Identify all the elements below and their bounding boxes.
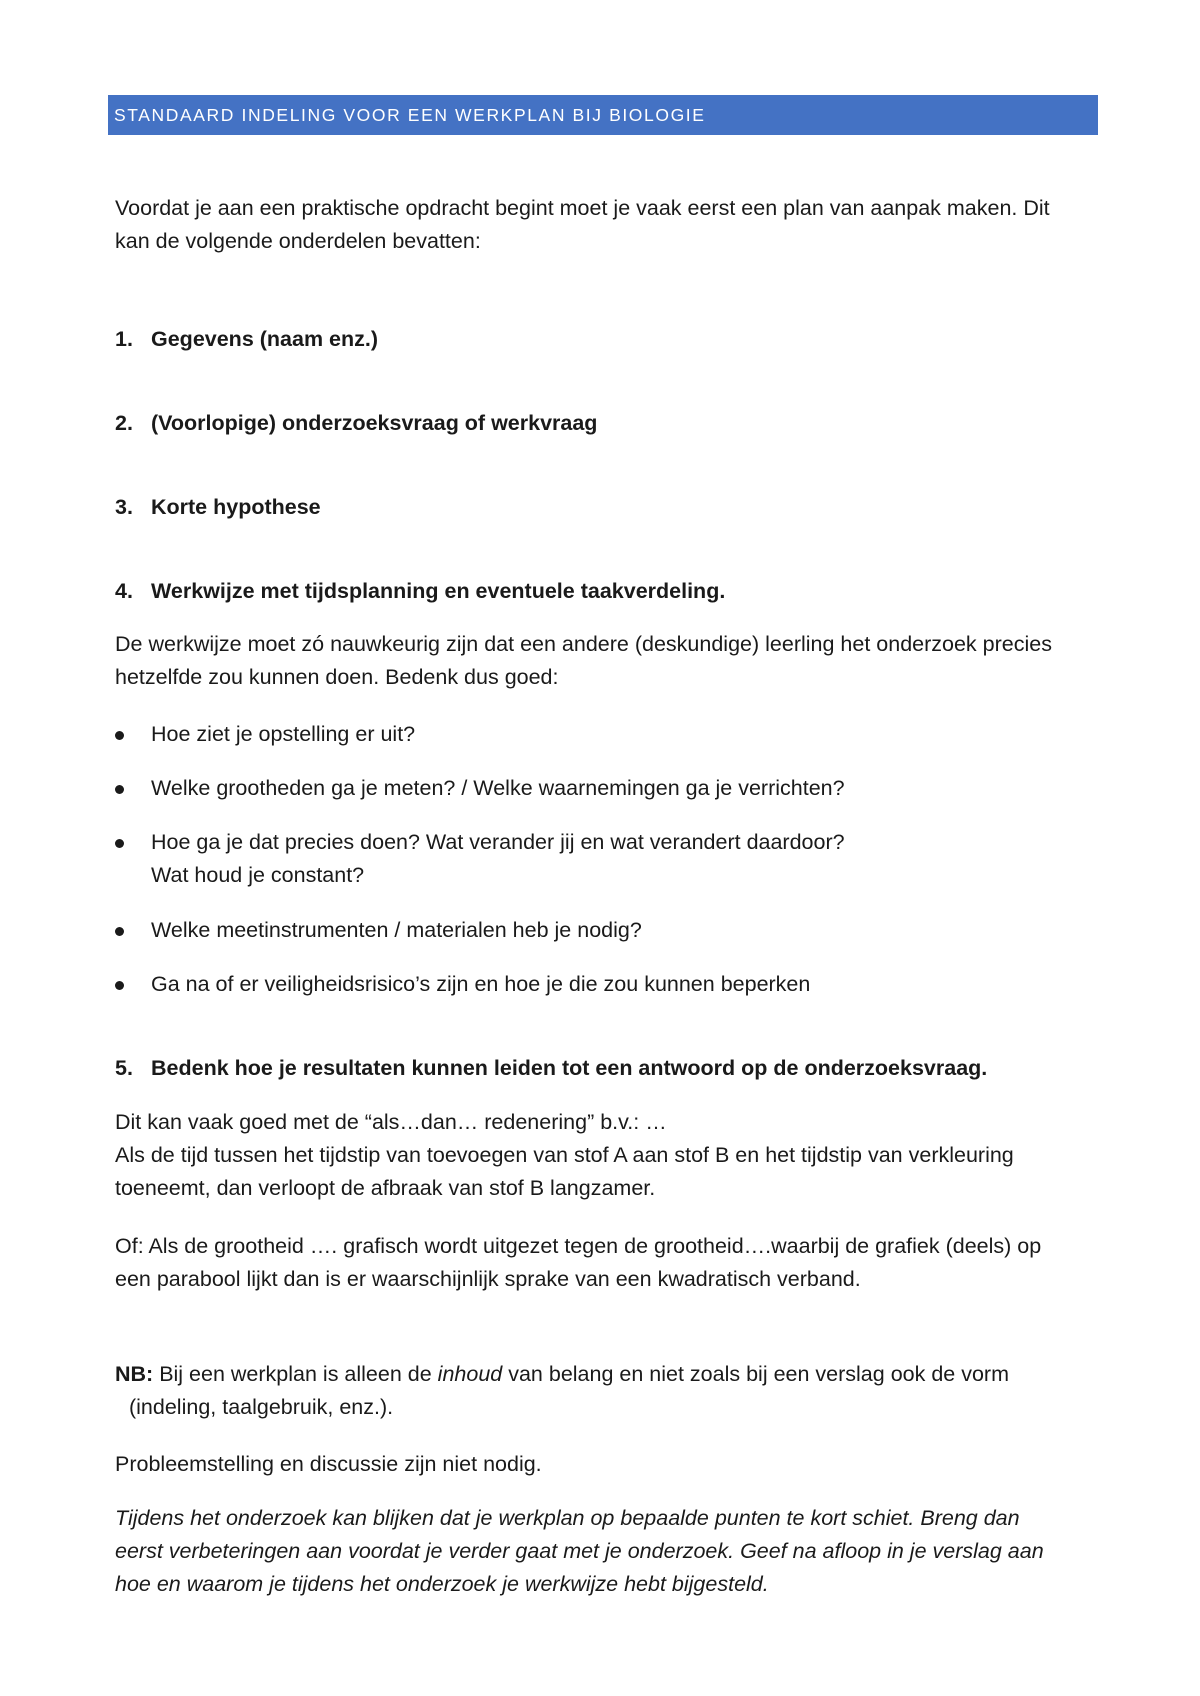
- section-number: 4.: [115, 579, 133, 603]
- closing-line-2: eerst verbeteringen aan voordat je verder gaat met je onderzoek. Geef na afloop in je verslag aan: [115, 1539, 1044, 1563]
- nb-label: NB:: [115, 1362, 154, 1386]
- section-heading-3: [115, 492, 1105, 522]
- section-title: Korte hypothese: [151, 495, 321, 519]
- note-paragraph: [115, 1448, 1095, 1481]
- section-title: (Voorlopige) onderzoeksvraag of werkvraag: [151, 411, 598, 435]
- alternative-line-1: Of: Als de grootheid …. grafisch wordt uitgezet tegen de grootheid….waarbij de grafiek (deels) op: [115, 1234, 1042, 1258]
- list-item: [115, 718, 1075, 751]
- nb-line-2: (indeling, taalgebruik, enz.).: [129, 1395, 394, 1419]
- werkwijze-paragraph: [115, 628, 1095, 694]
- list-item-text: Welke grootheden ga je meten? / Welke waarnemingen ga je verrichten?: [151, 776, 845, 800]
- nb-text-before: Bij een werkplan is alleen de: [153, 1362, 438, 1386]
- list-item: [115, 826, 1075, 892]
- section-number: 5.: [115, 1056, 133, 1080]
- nb-paragraph: [115, 1358, 1095, 1424]
- section-heading-2: [115, 408, 1105, 438]
- section-number: 3.: [115, 495, 133, 519]
- section-number: 2.: [115, 411, 133, 435]
- bullet-icon: [115, 981, 124, 990]
- werkwijze-line-1: De werkwijze moet zó nauwkeurig zijn dat een andere (deskundige) leerling het onderzoek precies: [115, 632, 1052, 656]
- nb-line-1: [115, 1358, 1095, 1391]
- section-number: 1.: [115, 327, 133, 351]
- list-item: [115, 968, 1075, 1001]
- intro-paragraph: [115, 192, 1095, 258]
- bullet-icon: [115, 785, 124, 794]
- section-title: Gegevens (naam enz.): [151, 327, 379, 351]
- alternative-paragraph: [115, 1230, 1095, 1296]
- intro-line-2: kan de volgende onderdelen bevatten:: [115, 229, 481, 253]
- closing-line-3: hoe en waarom je tijdens het onderzoek je werkwijze hebt bijgesteld.: [115, 1572, 769, 1596]
- list-item: [115, 772, 1075, 805]
- note-text: Probleemstelling en discussie zijn niet nodig.: [115, 1452, 542, 1476]
- werkwijze-line-2: hetzelfde zou kunnen doen. Bedenk dus goed:: [115, 665, 559, 689]
- nb-emphasis: inhoud: [437, 1362, 503, 1386]
- list-item: [115, 914, 1075, 947]
- section-title: Werkwijze met tijdsplanning en eventuele taakverdeling.: [151, 579, 726, 603]
- alternative-line-2: een parabool lijkt dan is er waarschijnlijk sprake van een kwadratisch verband.: [115, 1267, 861, 1291]
- intro-line-1: Voordat je aan een praktische opdracht begint moet je vaak eerst een plan van aanpak maken. Dit: [115, 196, 1050, 220]
- example-line-3: toeneemt, dan verloopt de afbraak van stof B langzamer.: [115, 1176, 656, 1200]
- list-item-text: Hoe ziet je opstelling er uit?: [151, 722, 416, 746]
- section-heading-1: [115, 324, 1105, 354]
- example-line-2: Als de tijd tussen het tijdstip van toevoegen van stof A aan stof B en het tijdstip van verkleuring: [115, 1143, 1014, 1167]
- section-heading-4: [115, 576, 1105, 606]
- list-item-text: Welke meetinstrumenten / materialen heb je nodig?: [151, 918, 642, 942]
- section-heading-5: [115, 1053, 1105, 1083]
- closing-paragraph: [115, 1502, 1095, 1601]
- bullet-icon: [115, 731, 124, 740]
- title-bar: [108, 95, 1098, 135]
- closing-line-1: Tijdens het onderzoek kan blijken dat je werkplan op bepaalde punten te kort schiet. Breng dan: [115, 1506, 1020, 1530]
- page-title: STANDAARD INDELING VOOR EEN WERKPLAN BIJ BIOLOGIE: [114, 105, 706, 125]
- example-line-1: Dit kan vaak goed met de “als…dan… redenering” b.v.: …: [115, 1110, 667, 1134]
- nb-text-after: van belang en niet zoals bij een verslag ook de vorm: [502, 1362, 1010, 1386]
- list-item-text-continued: Wat houd je constant?: [151, 863, 365, 887]
- bullet-icon: [115, 927, 124, 936]
- list-item-text: Hoe ga je dat precies doen? Wat verander jij en wat verandert daardoor?: [151, 830, 845, 854]
- section-title: Bedenk hoe je resultaten kunnen leiden tot een antwoord op de onderzoeksvraag.: [151, 1056, 988, 1080]
- list-item-text: Ga na of er veiligheidsrisico’s zijn en hoe je die zou kunnen beperken: [151, 972, 811, 996]
- example-paragraph: [115, 1106, 1095, 1205]
- bullet-icon: [115, 839, 124, 848]
